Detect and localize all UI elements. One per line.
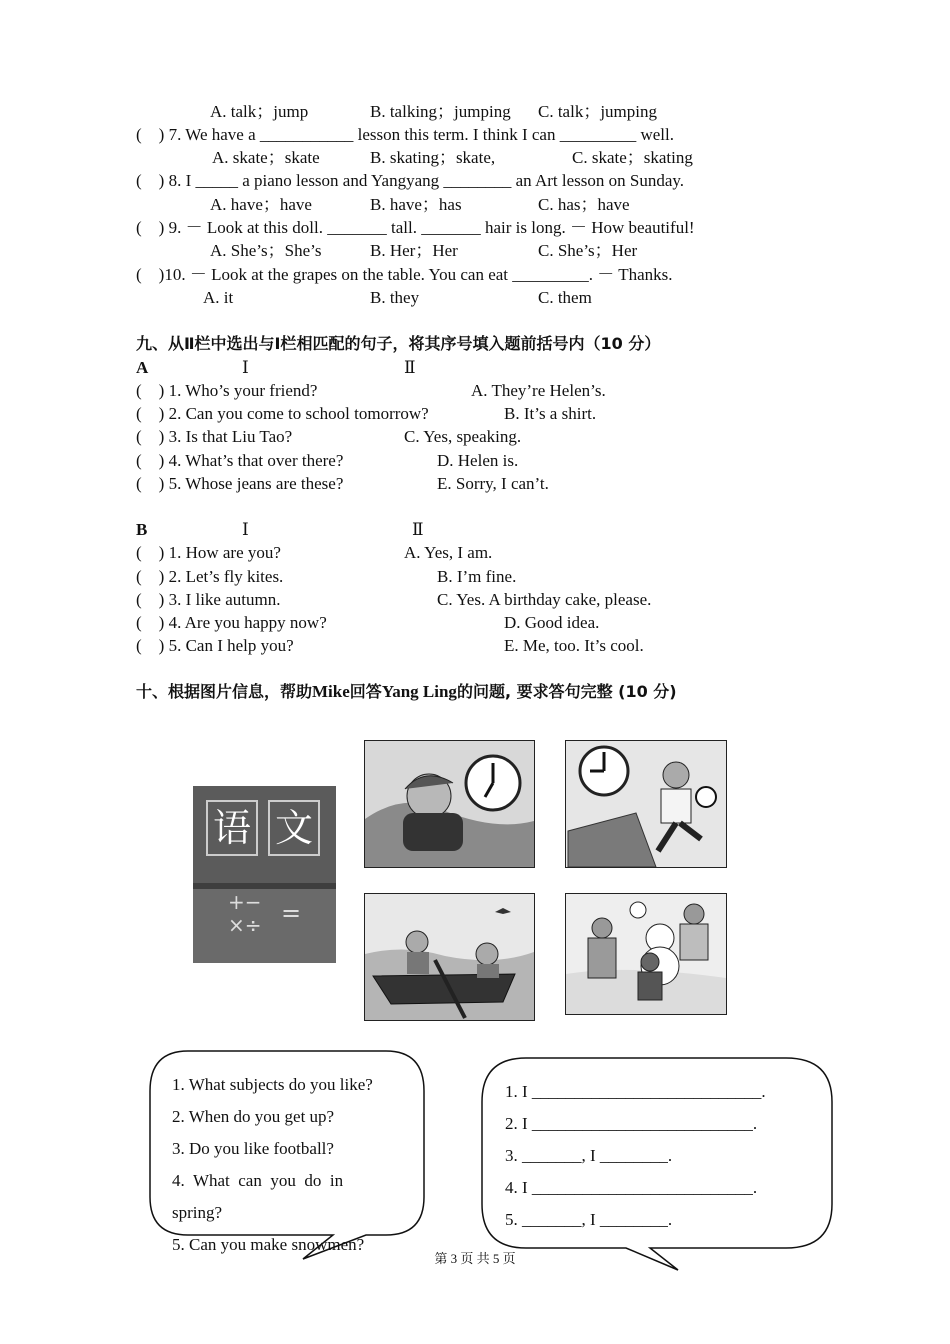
q9-option-b: B. Her；Her — [370, 241, 458, 260]
section-a-col2: Ⅱ — [404, 358, 416, 377]
answer-2[interactable]: 2. I __________________________. — [505, 1114, 758, 1133]
snowman-picture — [565, 893, 727, 1015]
page-footer: 第 3 页 共 5 页 — [434, 1251, 516, 1266]
q7-stem: ( ) 7. We have a ___________ lesson this term. I think I can _________ well. — [136, 125, 674, 144]
q7-option-c: C. skate；skating — [572, 148, 693, 167]
question-2: 2. When do you get up? — [172, 1107, 335, 1126]
q9-option-c: C. She’s；Her — [538, 241, 638, 260]
q8-stem: ( ) 8. I _____ a piano lesson and Yangyang ________ an Art lesson on Sunday. — [136, 171, 685, 190]
q10-option-c: C. them — [538, 288, 592, 307]
q6-option-b: B. talking；jumping — [370, 102, 511, 121]
match-a-a3: C. Yes, speaking. — [404, 427, 522, 446]
match-b-a4: D. Good idea. — [504, 613, 600, 632]
match-a-q2: ( ) 2. Can you come to school tomorrow? — [136, 404, 429, 423]
q9-option-a: A. She’s；She’s — [210, 241, 322, 260]
q8-option-a: A. have；have — [210, 195, 312, 214]
q8-option-c: C. has；have — [538, 195, 630, 214]
match-b-a3: C. Yes. A birthday cake, please. — [437, 590, 652, 609]
match-b-a2: B. I’m fine. — [437, 567, 517, 586]
question-1: 1. What subjects do you like? — [172, 1075, 373, 1094]
subject-char-2: 文 — [268, 800, 320, 856]
getting-up-picture — [364, 740, 535, 868]
match-b-q1: ( ) 1. How are you? — [136, 543, 281, 562]
math-symbol-equals: = — [281, 899, 302, 927]
match-b-q3: ( ) 3. I like autumn. — [136, 590, 281, 609]
question-4: 4. What can you do in — [172, 1171, 344, 1190]
question-4-cont: spring? — [172, 1203, 223, 1222]
subject-char-1: 语 — [206, 800, 258, 856]
question-5: 5. Can you make snowmen? — [172, 1235, 365, 1254]
q10-option-a: A. it — [203, 288, 234, 307]
answer-3[interactable]: 3. _______, I ________. — [505, 1146, 673, 1165]
section-a-col1: Ⅰ — [242, 358, 249, 377]
match-b-q5: ( ) 5. Can I help you? — [136, 636, 294, 655]
section-a-label: A — [136, 358, 149, 377]
q7-option-b: B. skating；skate, — [370, 148, 496, 167]
answer-5[interactable]: 5. _______, I ________. — [505, 1210, 673, 1229]
question-3: 3. Do you like football? — [172, 1139, 334, 1158]
q10-stem: ( )10. － Look at the grapes on the table. You can eat _________. － Thanks. — [136, 265, 673, 284]
match-a-q3: ( ) 3. Is that Liu Tao? — [136, 427, 293, 446]
match-b-q2: ( ) 2. Let’s fly kites. — [136, 567, 284, 586]
match-a-q5: ( ) 5. Whose jeans are these? — [136, 474, 344, 493]
match-a-q4: ( ) 4. What’s that over there? — [136, 451, 344, 470]
subjects-picture — [193, 786, 336, 963]
match-a-a4: D. Helen is. — [437, 451, 519, 470]
match-a-a5: E. Sorry, I can’t. — [437, 474, 549, 493]
q10-option-b: B. they — [370, 288, 420, 307]
part10-title: 十、根据图片信息，帮助Mike回答Yang Ling的问题, 要求答句完整 (10 分) — [136, 682, 677, 701]
q8-option-b: B. have；has — [370, 195, 462, 214]
boating-picture — [364, 893, 535, 1021]
match-a-q1: ( ) 1. Who’s your friend? — [136, 381, 318, 400]
answer-4[interactable]: 4. I __________________________. — [505, 1178, 758, 1197]
q6-option-c: C. talk；jumping — [538, 102, 657, 121]
math-symbols-bottom: ×÷ — [228, 913, 262, 937]
section-b-col1: Ⅰ — [242, 520, 249, 539]
match-a-a2: B. It’s a shirt. — [504, 404, 597, 423]
section-b-col2: Ⅱ — [412, 520, 424, 539]
match-a-a1: A. They’re Helen’s. — [471, 381, 606, 400]
q6-option-a: A. talk；jump — [210, 102, 309, 121]
part9-title: 九、从Ⅱ栏中选出与Ⅰ栏相匹配的句子，将其序号填入题前括号内（10 分） — [136, 334, 661, 353]
match-b-q4: ( ) 4. Are you happy now? — [136, 613, 327, 632]
match-b-a1: A. Yes, I am. — [404, 543, 493, 562]
match-b-a5: E. Me, too. It’s cool. — [504, 636, 644, 655]
math-symbols-top: +− — [228, 890, 262, 914]
football-picture — [565, 740, 727, 868]
answer-1[interactable]: 1. I ___________________________. — [505, 1082, 766, 1101]
q7-option-a: A. skate；skate — [212, 148, 320, 167]
q9-stem: ( ) 9. － Look at this doll. _______ tall. _______ hair is long. － How beautiful! — [136, 218, 695, 237]
section-b-label: B — [136, 520, 148, 539]
